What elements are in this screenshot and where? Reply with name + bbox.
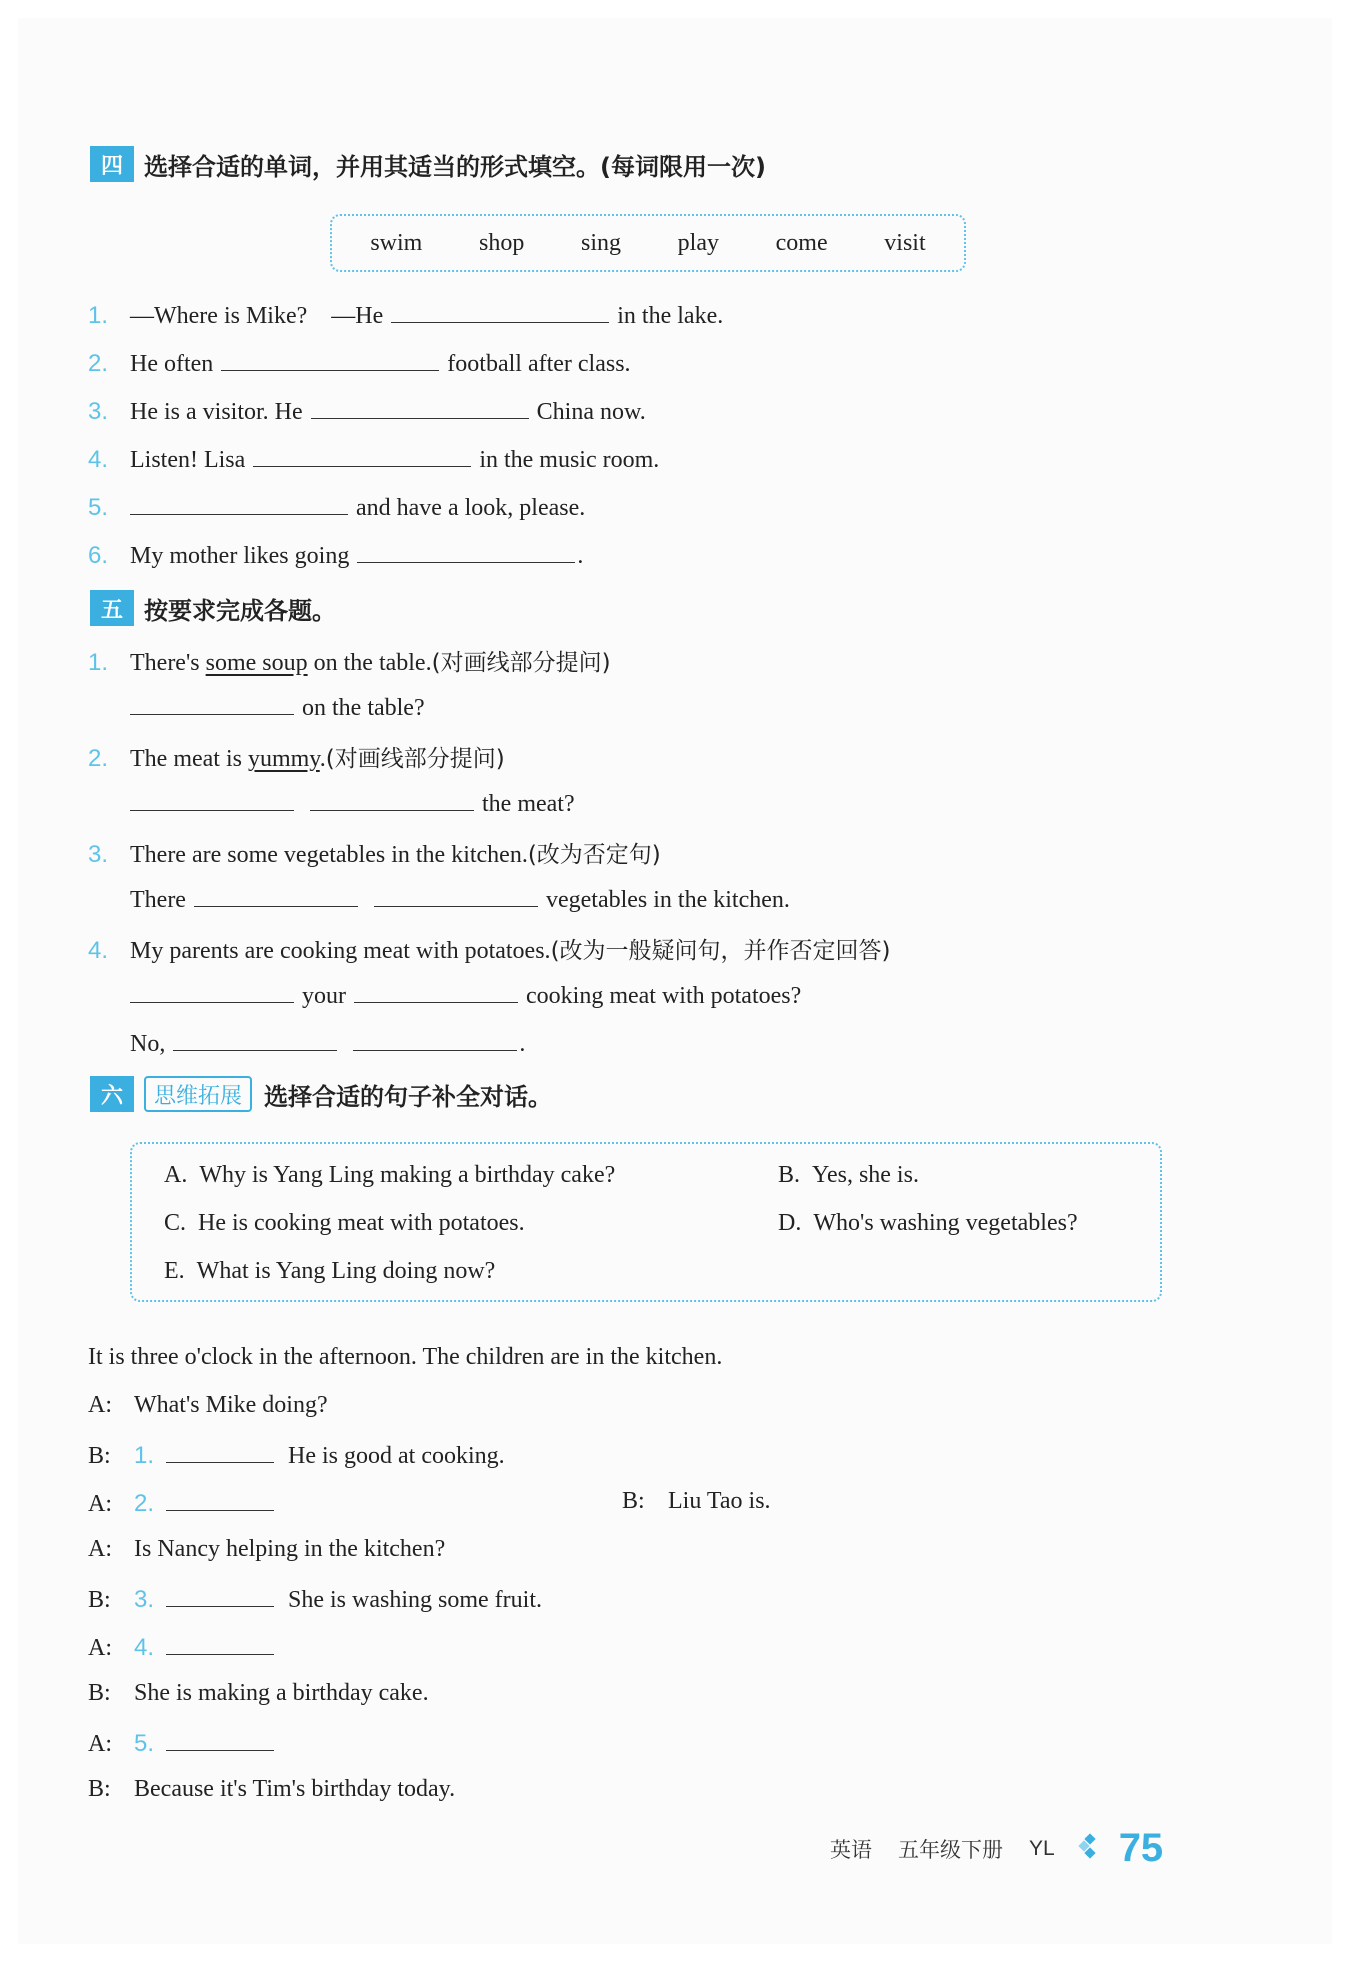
answer-blank[interactable] xyxy=(130,980,294,1003)
question-text: . xyxy=(319,746,326,772)
footer-grade: 五年级下册 xyxy=(898,1837,1003,1862)
s5-question-3 xyxy=(88,836,661,869)
speaker: A: xyxy=(88,1392,112,1418)
speaker: B: xyxy=(88,1680,111,1706)
page-footer xyxy=(830,1826,1163,1871)
question-number: 1. xyxy=(88,649,109,676)
requirement: (改为一般疑问句，并作否定回答) xyxy=(550,938,891,964)
speaker: B: xyxy=(88,1776,111,1802)
question-text: . xyxy=(519,1031,526,1057)
answer-blank[interactable] xyxy=(130,788,294,811)
dialog-line xyxy=(88,1776,455,1803)
question-text: My parents are cooking meat with potatoes. xyxy=(130,938,551,964)
diamond-icon xyxy=(1077,1833,1103,1864)
word-bank-item: visit xyxy=(884,229,926,256)
dialog-line xyxy=(88,1728,288,1758)
question-text: —Where is Mike? —He xyxy=(130,303,384,329)
question-number: 3. xyxy=(88,398,109,425)
requirement: (对画线部分提问) xyxy=(325,746,505,772)
footer-edition: YL xyxy=(1029,1836,1055,1860)
question-number: 1. xyxy=(88,302,109,329)
option-e: E. What is Yang Ling doing now? xyxy=(164,1258,496,1284)
question-text: . xyxy=(577,543,584,569)
question-number: 5. xyxy=(88,494,109,521)
answer-blank[interactable] xyxy=(353,1028,517,1051)
option-c: C. He is cooking meat with potatoes. xyxy=(164,1210,525,1236)
question-text: There's xyxy=(130,650,200,676)
requirement: (对画线部分提问) xyxy=(431,650,611,676)
answer-blank[interactable] xyxy=(166,1584,274,1607)
question-number: 4. xyxy=(134,1634,155,1661)
question-number: 2. xyxy=(88,350,109,377)
section-5-title: 按要求完成各题。 xyxy=(144,596,336,625)
question-text: in the lake. xyxy=(617,303,724,329)
answer-blank[interactable] xyxy=(166,1488,274,1511)
dialog-line xyxy=(88,1632,288,1662)
question-text: There are some vegetables in the kitchen. xyxy=(130,842,528,868)
word-bank-item: swim xyxy=(370,229,423,256)
question-text: and have a look, please. xyxy=(356,495,586,521)
s5-answer-4-question xyxy=(130,980,801,1010)
word-bank-item: play xyxy=(677,229,719,256)
dialog-text: Is Nancy helping in the kitchen? xyxy=(134,1536,446,1562)
question-number: 5. xyxy=(134,1730,155,1757)
s5-question-2 xyxy=(88,740,505,773)
answer-blank[interactable] xyxy=(391,300,609,323)
question-number: 1. xyxy=(134,1442,155,1469)
question-text: on the table? xyxy=(302,695,425,721)
s4-question-5 xyxy=(88,492,585,522)
question-number: 3. xyxy=(134,1586,155,1613)
question-text: cooking meat with potatoes? xyxy=(526,983,802,1009)
dialog-line xyxy=(88,1488,288,1518)
answer-blank[interactable] xyxy=(357,540,575,563)
section-4-badge: 四 xyxy=(90,146,134,182)
speaker: A: xyxy=(88,1635,112,1661)
section-6-heading xyxy=(90,1076,552,1112)
answer-blank[interactable] xyxy=(311,396,529,419)
underlined-part: some soup xyxy=(205,650,308,676)
s5-question-4 xyxy=(88,932,891,965)
s5-answer-4-reply xyxy=(130,1028,525,1058)
answer-blank[interactable] xyxy=(310,788,474,811)
option-b: B. Yes, she is. xyxy=(778,1162,919,1188)
dialog-line xyxy=(88,1440,505,1470)
question-text: on the table. xyxy=(313,650,432,676)
answer-blank[interactable] xyxy=(221,348,439,371)
word-bank-item: shop xyxy=(479,229,525,256)
question-number: 3. xyxy=(88,841,109,868)
answer-blank[interactable] xyxy=(166,1440,274,1463)
answer-blank[interactable] xyxy=(166,1632,274,1655)
dialog-line xyxy=(88,1680,429,1707)
page-number: 75 xyxy=(1118,1826,1164,1870)
speaker: B: xyxy=(622,1488,645,1514)
dialog-text: She is making a birthday cake. xyxy=(134,1680,429,1706)
question-text: There xyxy=(130,887,186,913)
answer-blank[interactable] xyxy=(194,884,358,907)
answer-blank[interactable] xyxy=(130,692,294,715)
s4-question-2 xyxy=(88,348,631,378)
word-bank-item: come xyxy=(775,229,828,256)
question-text: Listen! Lisa xyxy=(130,447,246,473)
section-6-tag: 思维拓展 xyxy=(144,1076,252,1112)
question-text: the meat? xyxy=(482,791,575,817)
s5-question-1 xyxy=(88,644,611,677)
s4-question-1 xyxy=(88,300,723,330)
dialog-text: She is washing some fruit. xyxy=(288,1587,542,1613)
question-text: No, xyxy=(130,1031,166,1057)
word-bank xyxy=(330,214,966,272)
option-d: D. Who's washing vegetables? xyxy=(778,1210,1078,1236)
underlined-part: yummy xyxy=(247,746,320,772)
dialog-line-right xyxy=(622,1488,771,1515)
question-number: 4. xyxy=(88,446,109,473)
question-text: your xyxy=(302,983,346,1009)
dialog-line xyxy=(88,1536,445,1563)
question-text: He often xyxy=(130,351,214,377)
question-number: 6. xyxy=(88,542,109,569)
answer-blank[interactable] xyxy=(374,884,538,907)
dialog-line xyxy=(88,1584,542,1614)
answer-blank[interactable] xyxy=(253,444,471,467)
s5-answer-3 xyxy=(130,884,790,914)
answer-blank[interactable] xyxy=(166,1728,274,1751)
section-4-heading xyxy=(90,146,766,182)
section-6-title: 选择合适的句子补全对话。 xyxy=(264,1082,553,1111)
dialog-text: What's Mike doing? xyxy=(134,1392,328,1418)
speaker: B: xyxy=(88,1443,111,1469)
requirement: (改为否定句) xyxy=(527,842,661,868)
speaker: B: xyxy=(88,1587,111,1613)
question-text: vegetables in the kitchen. xyxy=(545,887,790,913)
question-number: 2. xyxy=(134,1490,155,1517)
question-text: football after class. xyxy=(447,351,631,377)
speaker: A: xyxy=(88,1491,112,1517)
speaker: A: xyxy=(88,1536,112,1562)
speaker: A: xyxy=(88,1731,112,1757)
dialog-text: Because it's Tim's birthday today. xyxy=(134,1776,456,1802)
section-4-title: 选择合适的单词，并用其适当的形式填空。(每词限用一次) xyxy=(144,152,766,181)
question-text: My mother likes going xyxy=(130,543,350,569)
question-text: in the music room. xyxy=(479,447,660,473)
section-6-badge: 六 xyxy=(90,1076,134,1112)
question-text: China now. xyxy=(536,399,646,425)
options-box xyxy=(130,1142,1162,1302)
question-number: 2. xyxy=(88,745,109,772)
word-bank-item: sing xyxy=(581,229,622,256)
s4-question-3 xyxy=(88,396,646,426)
answer-blank[interactable] xyxy=(354,980,518,1003)
footer-subject: 英语 xyxy=(830,1837,872,1862)
s4-question-4 xyxy=(88,444,659,474)
s5-answer-1 xyxy=(130,692,425,722)
dialog-intro: It is three o'clock in the afternoon. The children are in the kitchen. xyxy=(88,1344,723,1370)
section-5-heading xyxy=(90,590,336,626)
s5-answer-2 xyxy=(130,788,575,818)
question-text: He is a visitor. He xyxy=(130,399,303,425)
answer-blank[interactable] xyxy=(130,492,348,515)
option-a: A. Why is Yang Ling making a birthday cake? xyxy=(164,1162,616,1188)
question-text: The meat is xyxy=(130,746,242,772)
dialog-text: Liu Tao is. xyxy=(668,1488,771,1514)
section-5-badge: 五 xyxy=(90,590,134,626)
question-number: 4. xyxy=(88,937,109,964)
dialog-line xyxy=(88,1392,328,1419)
answer-blank[interactable] xyxy=(173,1028,337,1051)
dialog-text: He is good at cooking. xyxy=(288,1443,505,1469)
workbook-page xyxy=(18,18,1332,1944)
s4-question-6 xyxy=(88,540,583,570)
